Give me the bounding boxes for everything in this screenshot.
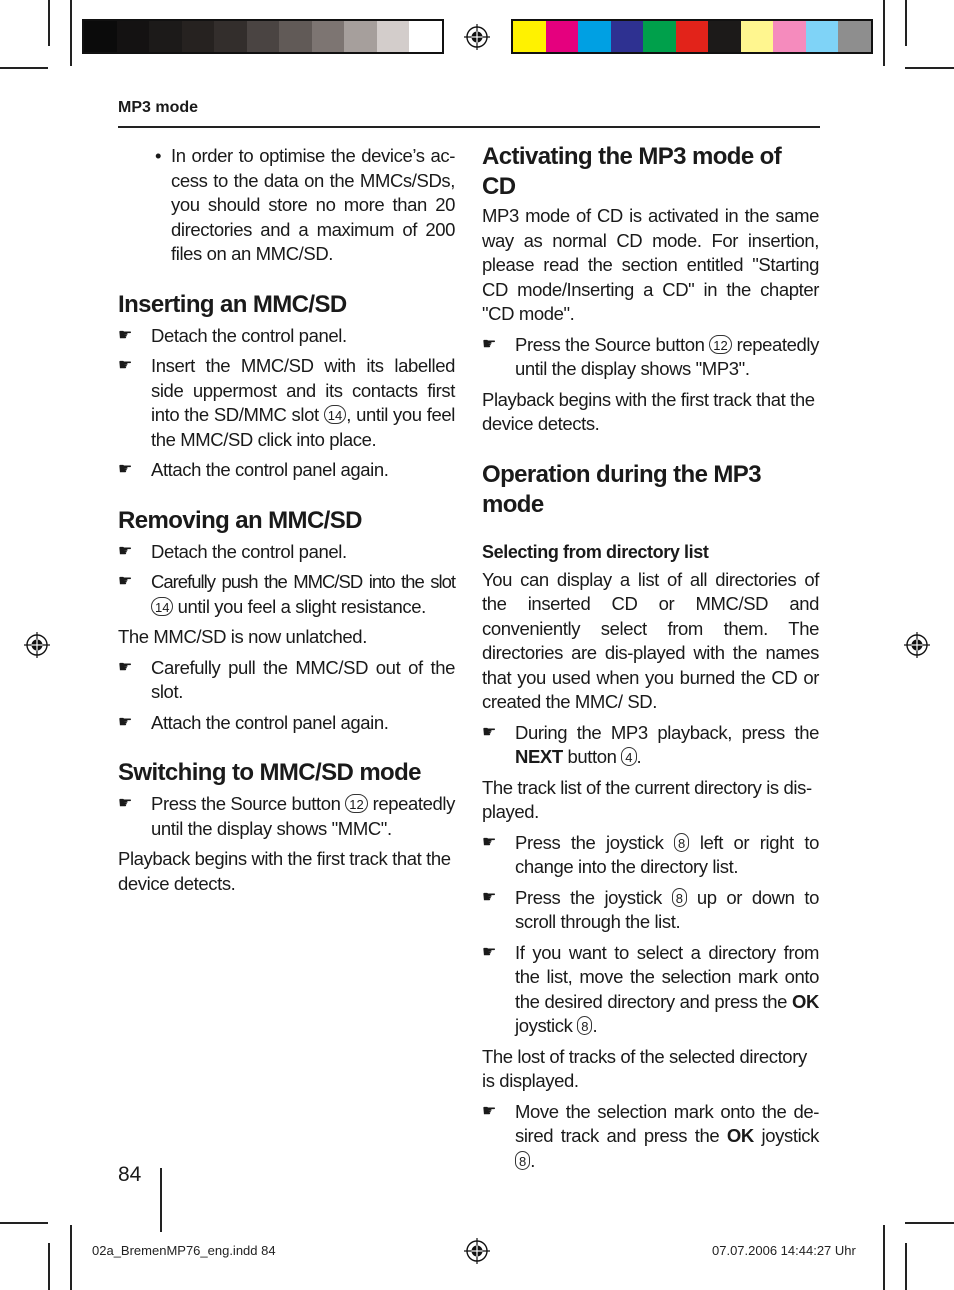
section-header: MP3 mode: [118, 99, 199, 116]
step-item: [482, 941, 819, 1039]
color-swatch: [546, 21, 579, 52]
step-text: .: [636, 746, 642, 767]
gray-swatch: [409, 21, 442, 52]
step-item: [118, 792, 455, 841]
step-item: [118, 570, 455, 619]
color-swatch: [611, 21, 644, 52]
gray-swatch: [377, 21, 410, 52]
color-swatch: [676, 21, 709, 52]
step-text: If you want to select a directory from the list, move the selection mark onto the desired directory and press the: [515, 941, 819, 1012]
pointing-hand-icon: ☛: [118, 713, 132, 731]
color-swatch: [773, 21, 806, 52]
pointing-hand-icon: ☛: [482, 723, 496, 741]
heading-removing: Removing an MMC/SD: [118, 506, 362, 534]
step-text: Press the joystick: [515, 831, 664, 853]
callout-number: 14: [151, 597, 173, 616]
step-text: joystick: [515, 1015, 573, 1036]
pointing-hand-icon: ☛: [118, 573, 132, 590]
gray-swatch: [117, 21, 150, 52]
step-item: [118, 458, 455, 483]
note-text: Playback begins with the first track that the device detects.: [482, 388, 815, 434]
heading-activating: Activating the MP3 mode of CD: [482, 143, 782, 200]
step-text: repeatedly until the display shows "MP3".: [515, 333, 819, 379]
gray-swatch: [214, 21, 247, 52]
note-text: The lost of tracks of the selected directory is displayed.: [482, 1045, 807, 1091]
body-text: You can display a list of all directories of the inserted CD or MMC/SD and conveniently select from them. The directories are dis-played with the names that you used when you burned the CD or created the MMC/ SD.: [482, 568, 819, 712]
step-text: Press the joystick: [515, 886, 662, 908]
step-text: .: [530, 1149, 535, 1171]
crop-mark: [883, 0, 885, 66]
body-text: MP3 mode of CD is activated in the same way as normal CD mode. For insertion, please read the section entitled "Starting CD mode/Inserting a CD" in the chapter "CD mode".: [482, 205, 819, 324]
step-item: [118, 324, 455, 349]
pointing-hand-icon: ☛: [118, 461, 132, 478]
crop-mark: [905, 1222, 954, 1224]
color-swatch: [578, 21, 611, 52]
color-swatch: [806, 21, 839, 52]
crop-mark: [905, 0, 907, 46]
color-swatch: [838, 21, 871, 52]
step-text: joystick: [761, 1125, 819, 1146]
color-swatch: [643, 21, 676, 52]
page-number-rule: [160, 1168, 162, 1232]
bullet-item: [118, 144, 455, 267]
callout-number: 12: [709, 335, 731, 354]
subheading-directory-list: Selecting from directory list: [482, 541, 709, 562]
step-item: [482, 333, 819, 382]
step-keyword: OK: [792, 990, 819, 1012]
step-keyword: OK: [726, 1125, 754, 1146]
pointing-hand-icon: ☛: [118, 326, 132, 344]
footer-filename: 02a_BremenMP76_eng.indd 84: [92, 1243, 276, 1258]
step-text: Attach the control panel again.: [151, 459, 389, 480]
pointing-hand-icon: ☛: [118, 658, 132, 676]
step-item: [482, 831, 819, 880]
step-text: up or down to scroll through the list.: [515, 886, 819, 932]
color-swatch: [708, 21, 741, 52]
footer-timestamp: 07.07.2006 14:44:27 Uhr: [712, 1243, 856, 1258]
header-rule: [118, 126, 820, 128]
step-text: Move the selection mark onto the de-sired track and press the: [515, 1100, 819, 1146]
pointing-hand-icon: ☛: [482, 943, 496, 961]
step-text: Attach the control panel again.: [151, 711, 389, 733]
step-item: [118, 354, 455, 452]
crop-mark: [0, 67, 48, 69]
crop-mark: [48, 1243, 50, 1290]
pointing-hand-icon: ☛: [118, 542, 132, 560]
note-text: Playback begins with the first track that the device detects.: [118, 848, 451, 894]
heading-operation: Operation during the MP3 mode: [482, 460, 761, 518]
callout-number: 12: [345, 794, 367, 813]
crop-mark: [905, 67, 954, 69]
step-text: Carefully push the MMC/SD into the slot: [151, 571, 455, 592]
registration-mark-icon: [464, 1238, 490, 1264]
page-number: 84: [118, 1163, 142, 1186]
crop-mark: [48, 0, 50, 46]
heading-switching: Switching to MMC/SD mode: [118, 759, 421, 786]
step-item: [118, 711, 455, 736]
step-text: left or right to change into the directory list.: [515, 831, 819, 877]
step-text: until you feel a slight resistance.: [177, 595, 426, 617]
step-item: [118, 540, 455, 565]
color-swatch: [741, 21, 774, 52]
note-text: The MMC/SD is now unlatched.: [118, 626, 367, 647]
step-text: During the MP3 playback, press the: [515, 721, 819, 743]
callout-number: 8: [577, 1016, 592, 1035]
step-text: button: [567, 746, 617, 767]
step-item: [482, 886, 819, 935]
step-text: Press the Source button: [515, 333, 705, 355]
registration-mark-icon: [464, 24, 490, 50]
gray-swatch: [344, 21, 377, 52]
step-keyword: NEXT: [515, 746, 563, 767]
step-item: [482, 721, 819, 770]
bullet-dot: •: [155, 145, 162, 166]
callout-number: 8: [674, 833, 689, 852]
crop-mark: [905, 1243, 907, 1290]
pointing-hand-icon: ☛: [482, 335, 496, 353]
pointing-hand-icon: ☛: [118, 795, 132, 812]
bullet-text: In order to optimise the device’s ac-cess to the data on the MMCs/SDs, you should store no more than 20 directories and a maximum of 200 files on an MMC/SD.: [171, 145, 455, 264]
pointing-hand-icon: ☛: [118, 357, 132, 374]
pointing-hand-icon: ☛: [482, 833, 496, 851]
registration-mark-icon: [904, 632, 930, 658]
step-text: .: [592, 1015, 598, 1036]
color-bar: [511, 19, 873, 54]
note-text: The track list of the current directory is dis-played.: [482, 776, 812, 822]
step-text: Carefully pull the MMC/SD out of the slot.: [151, 656, 455, 702]
left-column: [118, 144, 455, 896]
gray-swatch: [84, 21, 117, 52]
step-text: Insert the MMC/SD with its labelled side uppermost and its contacts first into the SD/MMC slot: [151, 355, 455, 425]
callout-number: 8: [672, 888, 687, 907]
gray-swatch: [149, 21, 182, 52]
pointing-hand-icon: ☛: [482, 888, 496, 906]
step-text: , until you feel the MMC/SD click into place.: [151, 404, 455, 450]
step-text: Detach the control panel.: [151, 540, 347, 562]
crop-mark: [70, 1225, 72, 1290]
gray-swatch: [279, 21, 312, 52]
callout-number: 14: [324, 405, 346, 424]
step-text: repeatedly until the display shows "MMC".: [151, 793, 455, 839]
crop-mark: [70, 0, 72, 66]
callout-number: 4: [621, 747, 636, 766]
step-text: Detach the control panel.: [151, 324, 347, 346]
right-column: [482, 142, 819, 1173]
pointing-hand-icon: ☛: [482, 1102, 496, 1120]
gray-swatch: [247, 21, 280, 52]
heading-inserting: Inserting an MMC/SD: [118, 290, 347, 318]
registration-mark-icon: [24, 632, 50, 658]
grayscale-bar: [82, 19, 444, 54]
color-swatch: [513, 21, 546, 52]
gray-swatch: [182, 21, 215, 52]
crop-mark: [883, 1225, 885, 1290]
step-text: Press the Source button: [151, 793, 341, 814]
gray-swatch: [312, 21, 345, 52]
step-item: [482, 1100, 819, 1174]
step-item: [118, 656, 455, 705]
callout-number: 8: [515, 1151, 530, 1170]
crop-mark: [0, 1222, 48, 1224]
